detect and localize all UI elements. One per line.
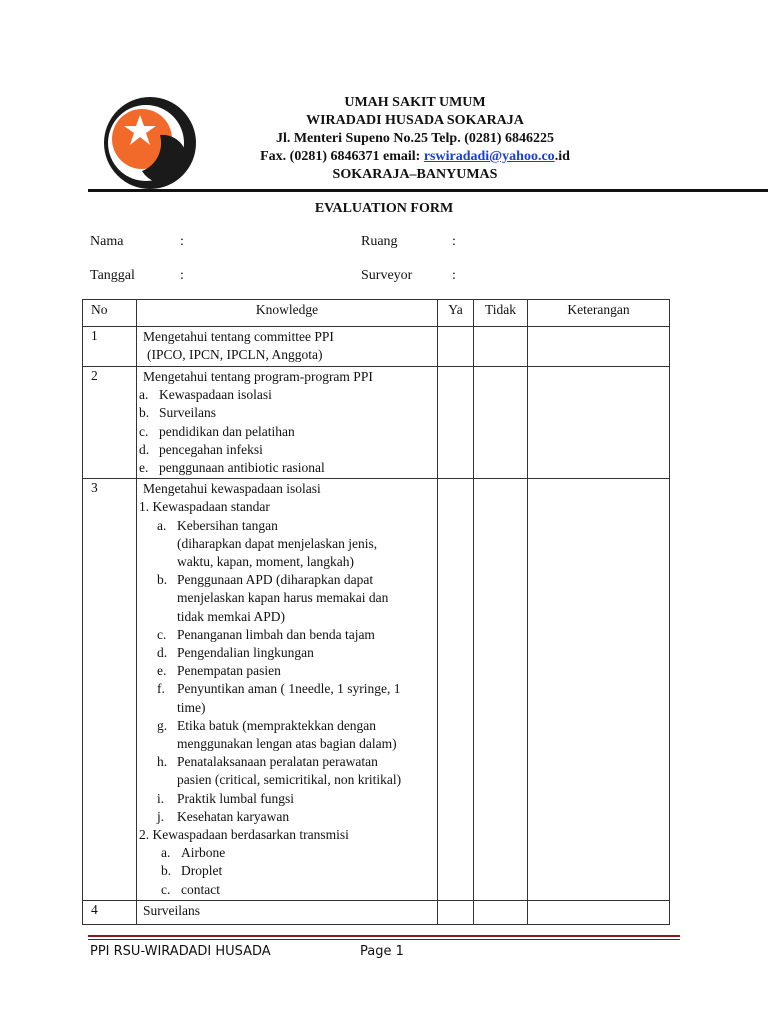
keterangan-cell[interactable] xyxy=(528,367,670,479)
list-item: c. pendidikan dan pelatihan xyxy=(139,423,295,439)
header-line-1: UMAH SAKIT UMUM xyxy=(344,95,486,110)
header-knowledge: Knowledge xyxy=(137,300,438,327)
list-item: e. penggunaan antibiotic rasional xyxy=(139,460,325,476)
list-item: d. Pengendalian lingkungan xyxy=(157,645,314,661)
label-tanggal: Tanggal xyxy=(90,268,135,283)
list-item: g. Etika batuk (mempraktekkan dengan menggunakan lengan atas bagian dalam) xyxy=(157,717,397,752)
email-suffix: .id xyxy=(554,149,570,164)
header-tidak: Tidak xyxy=(474,300,528,327)
row-number: 2 xyxy=(83,367,137,479)
ya-checkbox-cell[interactable] xyxy=(438,327,474,367)
header-city: SOKARAJA–BANYUMAS xyxy=(332,167,498,182)
list-item: e. Penempatan pasien xyxy=(157,663,281,679)
footer-page-number: Page 1 xyxy=(360,944,404,959)
label-ruang: Ruang xyxy=(361,234,398,249)
header-keterangan: Keterangan xyxy=(528,300,670,327)
header-contact xyxy=(200,148,630,166)
knowledge-cell xyxy=(137,900,438,924)
colon-ruang: : xyxy=(452,234,456,249)
list-item: a. Kewaspadaan isolasi xyxy=(139,387,272,403)
knowledge-cell xyxy=(137,327,438,367)
row-number: 3 xyxy=(83,479,137,901)
knowledge-text: Mengetahui tentang committee PPI xyxy=(143,329,334,344)
sublist xyxy=(143,517,431,826)
colon-tanggal: : xyxy=(180,268,184,283)
table-row xyxy=(83,327,670,367)
list-item: a. Airbone xyxy=(161,845,226,861)
label-surveyor: Surveyor xyxy=(361,268,413,283)
knowledge-cell xyxy=(137,367,438,479)
evaluation-table xyxy=(82,299,670,925)
list-item: b. Surveilans xyxy=(139,405,216,421)
header-fax: Fax. (0281) 6846371 email: xyxy=(260,149,424,164)
list-item: b. Penggunaan APD (diharapkan dapat menjelaskan kapan harus memakai dan tidak memkai APD) xyxy=(157,572,389,624)
list-item: c. contact xyxy=(161,881,220,897)
ya-checkbox-cell[interactable] xyxy=(438,900,474,924)
knowledge-text: Surveilans xyxy=(143,902,200,918)
list-item: f. Penyuntikan aman ( 1needle, 1 syringe, 1 time) xyxy=(157,681,401,715)
knowledge-title: Mengetahui tentang program-program PPI xyxy=(143,369,373,384)
tidak-checkbox-cell[interactable] xyxy=(474,367,528,479)
ya-checkbox-cell[interactable] xyxy=(438,479,474,901)
table-row xyxy=(83,900,670,924)
header-hospital-name: WIRADADI HUSADA SOKARAJA xyxy=(306,113,524,128)
section-heading: 1. Kewaspadaan standar xyxy=(139,499,270,515)
colon-nama: : xyxy=(180,234,184,249)
ya-checkbox-cell[interactable] xyxy=(438,367,474,479)
tidak-checkbox-cell[interactable] xyxy=(474,479,528,901)
sublist xyxy=(143,844,431,899)
list-item: d. pencegahan infeksi xyxy=(139,441,263,457)
footer-org: PPI RSU-WIRADADI HUSADA xyxy=(90,944,271,959)
list-item: c. Penanganan limbah dan benda tajam xyxy=(157,626,375,642)
label-nama: Nama xyxy=(90,234,124,249)
header-divider xyxy=(88,189,768,192)
list-item: a. Kebersihan tangan (diharapkan dapat menjelaskan jenis, waktu, kapan, moment, langkah) xyxy=(157,517,378,570)
table-header-row xyxy=(83,300,670,327)
list-item: j. Kesehatan karyawan xyxy=(157,808,290,824)
table-row xyxy=(83,479,670,901)
header-ya: Ya xyxy=(438,300,474,327)
table-row xyxy=(83,367,670,479)
keterangan-cell[interactable] xyxy=(528,900,670,924)
knowledge-cell xyxy=(137,479,438,901)
knowledge-title: Mengetahui kewaspadaan isolasi xyxy=(143,481,321,497)
keterangan-cell[interactable] xyxy=(528,327,670,367)
email-link[interactable]: rswiradadi@yahoo.co xyxy=(423,149,555,164)
footer-divider xyxy=(88,935,680,942)
list-item: i. Praktik lumbal fungsi xyxy=(157,790,294,806)
keterangan-cell[interactable] xyxy=(528,479,670,901)
header-address: Jl. Menteri Supeno No.25 Telp. (0281) 6846225 xyxy=(275,131,555,146)
tidak-checkbox-cell[interactable] xyxy=(474,327,528,367)
row-number: 4 xyxy=(83,900,137,924)
tidak-checkbox-cell[interactable] xyxy=(474,900,528,924)
section-heading: 2. Kewaspadaan berdasarkan transmisi xyxy=(139,827,349,843)
list-item: h. Penatalaksanaan peralatan perawatan pasien (critical, semicritikal, non kritikal) xyxy=(157,754,402,788)
list-item: b. Droplet xyxy=(161,863,223,879)
hospital-logo xyxy=(102,95,198,191)
colon-surveyor: : xyxy=(452,268,456,283)
row-number: 1 xyxy=(83,327,137,367)
knowledge-text: (IPCO, IPCN, IPCLN, Anggota) xyxy=(147,347,323,363)
form-title: EVALUATION FORM xyxy=(314,201,454,216)
header-no: No xyxy=(83,300,137,327)
